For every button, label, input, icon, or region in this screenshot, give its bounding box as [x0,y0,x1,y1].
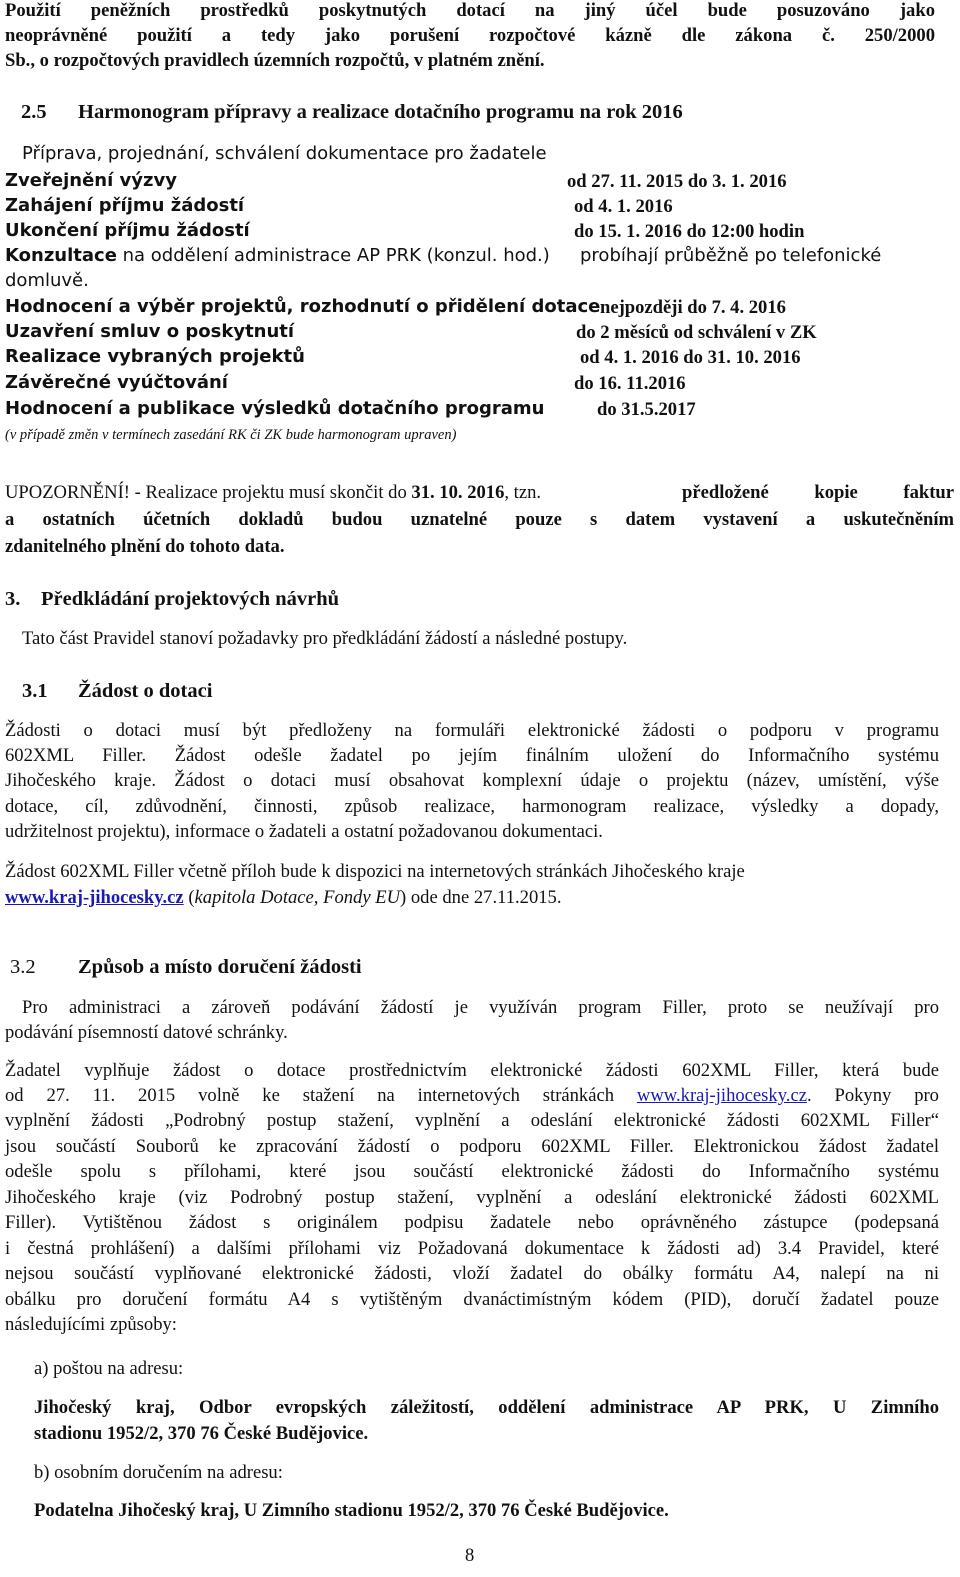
schedule-value-publikace: do 31.5.2017 [597,399,696,420]
section-3-1-number: 3.1 [22,680,48,702]
schedule-value-smlouvy: do 2 měsíců od schválení v ZK [576,322,817,343]
section-3-text: Tato část Pravidel stanoví požadavky pro předkládání žádostí a následné postupy. [22,628,628,649]
schedule-label-realizace: Realizace vybraných projektů [5,346,305,367]
schedule-subtitle: Příprava, projednání, schválení dokumentace pro žadatele [22,143,547,164]
schedule-value-hodnoceni: nejpozději do 7. 4. 2016 [600,297,786,318]
warning-prefix: UPOZORNĚNÍ! - Realizace projektu musí skončit do [5,482,412,503]
schedule-konzultace-label: Konzultace [5,245,117,266]
section-3-1-p2-line-2 [5,887,562,908]
warning-line-1 [5,482,541,503]
page-number: 8 [465,1545,475,1566]
delivery-post-address-2: stadionu 1952/2, 370 76 České Budějovice. [34,1423,369,1444]
section-3-2-p2-line-1: Žadatel vyplňuje žádost o dotace prostřednictvím elektronické žádosti 602XML Filler, která bude [5,1060,939,1081]
delivery-post-address-1: Jihočeský kraj, Odbor evropských záležitostí, oddělení administrace AP PRK, U Zimního [34,1397,939,1418]
section-3-2-p2-line-5: odešle spolu s přílohami, které jsou součástí elektronické žádosti do Informačního systému [5,1161,939,1182]
section-3-title: Předkládání projektových návrhů [41,588,340,610]
schedule-konzultace [5,246,550,267]
section-3-1-title: Žádost o dotaci [78,680,213,702]
section-2-5-number: 2.5 [21,101,47,123]
kraj-website-link-1[interactable]: www.kraj-jihocesky.cz [5,887,184,908]
section-3-2-number: 3.2 [10,956,36,978]
section-3-2-line2-post: . Pokyny pro [806,1085,939,1106]
section-3-2-p2-line-3: vyplnění žádosti „Podrobný postup stažení, vyplnění a odeslání elektronické žádosti 602XML Filler“ [5,1110,939,1131]
section-3-2-p1-line-1: Pro administraci a zároveň podávání žádostí je využíván program Filler, proto se neužívají pro [22,997,939,1018]
section-3-1-paren-open: ( [183,887,195,908]
section-3-2-p2-line-4: jsou součástí Souborů ke zpracování žádostí o podporu 602XML Filler. Elektronickou žádost žadatel [5,1136,939,1157]
warning-date: 31. 10. 2016 [411,482,505,503]
schedule-konzultace-text: na oddělení administrace AP PRK (konzul. hod.) [116,245,550,266]
schedule-value-zverejneni: od 27. 11. 2015 do 3. 1. 2016 [567,171,787,192]
section-3-2-p1-line-2: podávání písemností datové schránky. [5,1022,288,1043]
section-3-1-p1-line-1: Žádosti o dotaci musí být předloženy na formuláři elektronické žádosti o podporu v programu [5,720,939,741]
section-3-1-p1-line-3: Jihočeského kraje. Žádost o dotaci musí obsahovat komplexní údaje o projektu (název, umístění, výše [5,770,939,791]
section-3-2-p2-line-9: nejsou součástí vyplňované elektronické žádosti, vloží žadatel do obálky formátu A4, nalepí na ni [5,1263,939,1284]
delivery-personal-label: b) osobním doručením na adresu: [34,1462,283,1483]
schedule-label-zverejneni: Zveřejnění výzvy [5,170,177,191]
section-3-1-p1-line-2: 602XML Filler. Žádost odešle žadatel po jejím finálním uložení do Informačního systému [5,745,939,766]
section-3-1-tail: ) ode dne 27.11.2015. [400,887,562,908]
schedule-konzultace-cont: domluvě. [5,270,89,291]
warning-line-3: zdanitelného plnění do tohoto data. [5,536,285,557]
delivery-post-label: a) poštou na adresu: [34,1358,184,1379]
section-3-1-p2-line-1: Žádost 602XML Filler včetně příloh bude k dispozici na internetových stránkách Jihočeského kraje [5,861,745,882]
schedule-label-hodnoceni: Hodnocení a výběr projektů, rozhodnutí o přidělení dotace [5,296,601,317]
kraj-website-link-2[interactable]: www.kraj-jihocesky.cz [636,1085,807,1106]
section-3-2-p2-line-2 [5,1085,939,1106]
schedule-konzultace-value: probíhají průběžně po telefonické [580,245,882,266]
intro-line-3: Sb., o rozpočtových pravidlech územních rozpočtů, v platném znění. [5,50,545,71]
schedule-value-ukonceni: do 15. 1. 2016 do 12:00 hodin [574,221,805,242]
section-2-5-title: Harmonogram přípravy a realizace dotačního programu na rok 2016 [78,101,683,123]
section-3-1-p1-line-4: dotace, cíl, zdůvodnění, činnosti, způsob realizace, harmonogram realizace, výsledky a dopady, [5,796,939,817]
section-3-2-p2-line-11: následujícími způsoby: [5,1314,177,1335]
schedule-label-vyuctovani: Závěrečné vyúčtování [5,372,228,393]
schedule-label-zahajeni: Zahájení příjmu žádostí [5,195,245,216]
schedule-value-realizace: od 4. 1. 2016 do 31. 10. 2016 [580,347,801,368]
warning-rest: předložené kopie faktur [682,482,954,503]
section-3-2-p2-line-7: Filler). Vytištěnou žádost s originálem podpisu žadatele nebo oprávněného zástupce (podepsaná [5,1212,939,1233]
section-3-2-p2-line-8: i čestná prohlášení) a dalšími přílohami viz Požadovaná dokumentace k žádosti ad) 3.4 Pravidel, které [5,1238,939,1259]
warning-mid: , tzn. [504,482,542,503]
section-3-1-italic: kapitola Dotace, Fondy EU [194,887,401,908]
section-3-2-p2-line-6: Jihočeského kraje (viz Podrobný postup stažení, vyplnění a odeslání elektronické žádosti 602XML [5,1187,939,1208]
schedule-value-vyuctovani: do 16. 11.2016 [574,373,686,394]
schedule-label-publikace: Hodnocení a publikace výsledků dotačního programu [5,398,545,419]
section-3-2-title: Způsob a místo doručení žádosti [78,956,362,978]
intro-line-2: neoprávněné použití a tedy jako porušení rozpočtové kázně dle zákona č. 250/2000 [5,25,935,46]
section-3-1-p1-line-5: udržitelnost projektu), informace o žadateli a ostatní požadovanou dokumentaci. [5,821,603,842]
schedule-note: (v případě změn v termínech zasedání RK či ZK bude harmonogram upraven) [5,427,457,443]
schedule-value-zahajeni: od 4. 1. 2016 [574,196,673,217]
section-3-2-line2-pre: od 27. 11. 2015 volně ke stažení na internetových stránkách [5,1085,637,1106]
warning-line-2: a ostatních účetních dokladů budou uznatelné pouze s datem vystavení a uskutečněním [5,509,954,530]
intro-line-1: Použití peněžních prostředků poskytnutých dotací na jiný účel bude posuzováno jako [5,0,935,21]
section-3-number: 3. [5,588,21,610]
schedule-label-smlouvy: Uzavření smluv o poskytnutí [5,321,295,342]
section-3-2-p2-line-10: obálku pro doručení formátu A4 s vytištěným dvanáctimístným kódem (PID), doručí žadatel pouze [5,1289,939,1310]
delivery-personal-address: Podatelna Jihočeský kraj, U Zimního stadionu 1952/2, 370 76 České Budějovice. [34,1500,669,1521]
schedule-label-ukonceni: Ukončení příjmu žádostí [5,220,250,241]
